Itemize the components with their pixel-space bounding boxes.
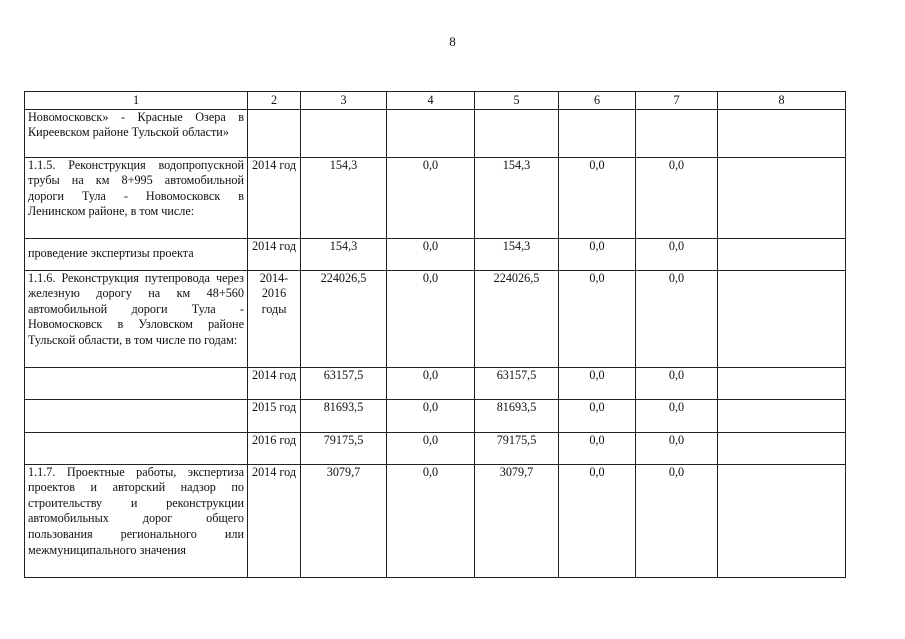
description-cell: Новомосковск» - Красные Озера в Киреевском районе Тульской области»: [25, 109, 248, 157]
page-number: 8: [449, 34, 456, 49]
extrabudget-cell: 0,0: [636, 399, 718, 432]
description-cell: 1.1.7. Проектные работы, экспертиза проектов и авторский надзор по строительству и реконструкции автомобильных дорог общего пользования регионального или межмуниципального значения: [25, 464, 248, 577]
description-cell: [25, 432, 248, 464]
regional-cell: 154,3: [475, 238, 559, 270]
regional-cell: 81693,5: [475, 399, 559, 432]
column-header: 4: [387, 92, 475, 110]
extrabudget-cell: [636, 109, 718, 157]
municipal-cell: 0,0: [559, 238, 636, 270]
municipal-cell: 0,0: [559, 464, 636, 577]
note-cell: [718, 399, 846, 432]
federal-cell: 0,0: [387, 270, 475, 367]
column-header: 8: [718, 92, 846, 110]
year-cell: 2015 год: [248, 399, 301, 432]
total-cell: 154,3: [301, 157, 387, 238]
description-cell: проведение экспертизы проекта: [25, 238, 248, 270]
year-cell: 2014-2016 годы: [248, 270, 301, 367]
municipal-cell: 0,0: [559, 270, 636, 367]
municipal-cell: 0,0: [559, 157, 636, 238]
table-row: [25, 399, 846, 432]
table-row: [25, 109, 846, 157]
table-row: [25, 464, 846, 577]
extrabudget-cell: 0,0: [636, 432, 718, 464]
regional-cell: 79175,5: [475, 432, 559, 464]
column-header: 1: [25, 92, 248, 110]
regional-cell: 63157,5: [475, 367, 559, 399]
description-cell: 1.1.6. Реконструкция путепровода через железную дорогу на км 48+560 автомобильной дороги Тула - Новомосковск в Узловском районе Тульской области, в том числе по годам:: [25, 270, 248, 367]
total-cell: [301, 109, 387, 157]
municipal-cell: [559, 109, 636, 157]
column-header: 7: [636, 92, 718, 110]
federal-cell: 0,0: [387, 464, 475, 577]
column-header: 2: [248, 92, 301, 110]
column-header: 5: [475, 92, 559, 110]
note-cell: [718, 109, 846, 157]
budget-table: [24, 91, 846, 578]
note-cell: [718, 367, 846, 399]
table-row: [25, 157, 846, 238]
municipal-cell: 0,0: [559, 432, 636, 464]
year-cell: [248, 109, 301, 157]
description-cell: [25, 367, 248, 399]
total-cell: 79175,5: [301, 432, 387, 464]
total-cell: 63157,5: [301, 367, 387, 399]
description-cell: 1.1.5. Реконструкция водопропускной трубы на км 8+995 автомобильной дороги Тула - Новомосковск в Ленинском районе, в том числе:: [25, 157, 248, 238]
regional-cell: 154,3: [475, 157, 559, 238]
table-row: [25, 238, 846, 270]
year-cell: 2014 год: [248, 464, 301, 577]
description-cell: [25, 399, 248, 432]
note-cell: [718, 157, 846, 238]
regional-cell: [475, 109, 559, 157]
year-cell: 2014 год: [248, 157, 301, 238]
note-cell: [718, 432, 846, 464]
column-header: 6: [559, 92, 636, 110]
note-cell: [718, 238, 846, 270]
total-cell: 224026,5: [301, 270, 387, 367]
note-cell: [718, 464, 846, 577]
regional-cell: 3079,7: [475, 464, 559, 577]
extrabudget-cell: 0,0: [636, 367, 718, 399]
municipal-cell: 0,0: [559, 367, 636, 399]
table-row: [25, 270, 846, 367]
note-cell: [718, 270, 846, 367]
federal-cell: 0,0: [387, 157, 475, 238]
table-row: [25, 432, 846, 464]
federal-cell: [387, 109, 475, 157]
table-row: [25, 367, 846, 399]
federal-cell: 0,0: [387, 432, 475, 464]
federal-cell: 0,0: [387, 367, 475, 399]
total-cell: 3079,7: [301, 464, 387, 577]
year-cell: 2016 год: [248, 432, 301, 464]
extrabudget-cell: 0,0: [636, 464, 718, 577]
federal-cell: 0,0: [387, 399, 475, 432]
column-header: 3: [301, 92, 387, 110]
federal-cell: 0,0: [387, 238, 475, 270]
year-cell: 2014 год: [248, 367, 301, 399]
total-cell: 81693,5: [301, 399, 387, 432]
regional-cell: 224026,5: [475, 270, 559, 367]
municipal-cell: 0,0: [559, 399, 636, 432]
extrabudget-cell: 0,0: [636, 157, 718, 238]
extrabudget-cell: 0,0: [636, 270, 718, 367]
header-row: [25, 92, 846, 110]
total-cell: 154,3: [301, 238, 387, 270]
year-cell: 2014 год: [248, 238, 301, 270]
extrabudget-cell: 0,0: [636, 238, 718, 270]
